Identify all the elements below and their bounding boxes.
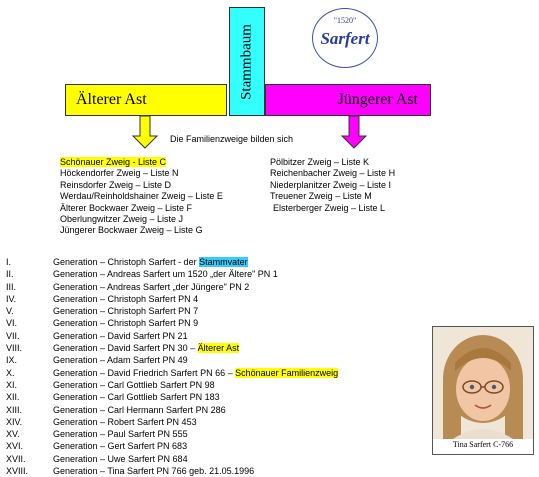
list-item: Niederplanitzer Zweig – Liste I [270,179,392,190]
family-tree-trunk [229,7,265,116]
generation-number: XI. [6,379,18,390]
generation-text: Generation – Gert Sarfert PN 683 [53,441,188,452]
generation-text: Generation – Tina Sarfert PN 766 geb. 21.05.1996 [53,466,255,477]
list-item: Jüngerer Bockwaer Zweig – Liste G [60,225,203,236]
sarfert-logo [312,8,378,68]
younger-branch-bar [265,84,431,116]
logo-name: Sarfert [320,29,370,48]
trunk-label: Stammbaum [238,23,255,100]
generation-text: Generation – Uwe Sarfert PN 684 [53,453,188,464]
portrait-photo [432,326,534,455]
generation-number: XIII. [6,404,23,415]
younger-branch-label: Jüngerer Ast [337,91,418,108]
logo-year: "1520" [333,16,357,25]
subtitle: Die Familienzweige bilden sich [170,134,294,144]
older-branch-arrow-icon [131,116,161,152]
generation-text: Generation – David Sarfert PN 30 – Älterer Ast [53,343,240,354]
list-item: Treuener Zweig – Liste M [270,191,372,202]
generation-text: Generation – Carl Hermann Sarfert PN 286 [53,404,226,415]
generation-number: III. [6,281,17,292]
generation-text: Generation – Carl Gottlieb Sarfert PN 98 [53,379,215,390]
generation-text: Generation – Carl Gottlieb Sarfert PN 183 [53,392,220,403]
generation-number: XVII. [6,453,26,464]
list-item: Oberlungwitzer Zweig – Liste J [60,214,184,225]
portrait-image [433,327,533,439]
highlight-label: Schönauer Familienzweig [235,367,339,378]
generation-number: VII. [6,330,20,341]
younger-branches-list [270,157,395,214]
generation-text: Generation – Paul Sarfert PN 555 [53,429,188,440]
generation-text: Generation – Christoph Sarfert PN 9 [53,318,199,329]
generation-number: XVIII. [6,466,29,477]
older-branches-list [60,157,223,237]
younger-branch-arrow-icon [340,116,370,152]
generation-number: XVI. [6,441,24,452]
generation-number: I. [6,257,12,267]
generation-text: Generation – Andreas Sarfert um 1520 „der Ältere" PN 1 [53,269,278,280]
generation-number: VI. [6,318,18,329]
generation-number: II. [6,269,14,280]
generation-number: IX. [6,355,18,366]
list-item: Höckendorfer Zweig – Liste N [60,168,179,179]
list-item: Schönauer Zweig - Liste C [60,157,167,167]
generation-number: V. [6,306,14,317]
generation-text: Generation – Christoph Sarfert - der Stammvater [53,257,248,267]
generation-text: Generation – Christoph Sarfert PN 7 [53,306,199,317]
list-item: Elsterberger Zweig – Liste L [273,202,386,213]
list-item: Reinsdorfer Zweig – Liste D [60,179,172,190]
generation-text: Generation – David Friedrich Sarfert PN 66 – Schönauer Familienzweig [53,367,339,378]
photo-caption: Tina Sarfert C-766 [452,440,514,449]
generation-number: VIII. [6,343,23,354]
generation-number: IV. [6,293,17,304]
generation-number: X. [6,367,15,378]
list-item: Älterer Bockwaer Zweig – Liste F [60,202,193,213]
list-item: Reichenbacher Zweig – Liste H [270,168,396,179]
generation-text: Generation – David Sarfert PN 21 [53,330,188,341]
highlight-label: Stammvater [199,257,248,267]
older-branch-bar [65,84,227,116]
list-item: Pölbitzer Zweig – Liste K [270,157,370,167]
generation-text: Generation – Adam Sarfert PN 49 [53,355,188,366]
generation-text: Generation – Robert Sarfert PN 453 [53,416,197,427]
generation-number: XIV. [6,416,23,427]
generation-number: XV. [6,429,20,440]
generation-number: XII. [6,392,20,403]
generation-text: Generation – Andreas Sarfert „der Jüngere" PN 2 [53,281,250,292]
generation-text: Generation – Christoph Sarfert PN 4 [53,293,199,304]
highlight-label: Älterer Ast [197,343,240,354]
older-branch-label: Älterer Ast [76,91,147,108]
list-item: Werdau/Reinholdshainer Zweig – Liste E [60,191,223,202]
